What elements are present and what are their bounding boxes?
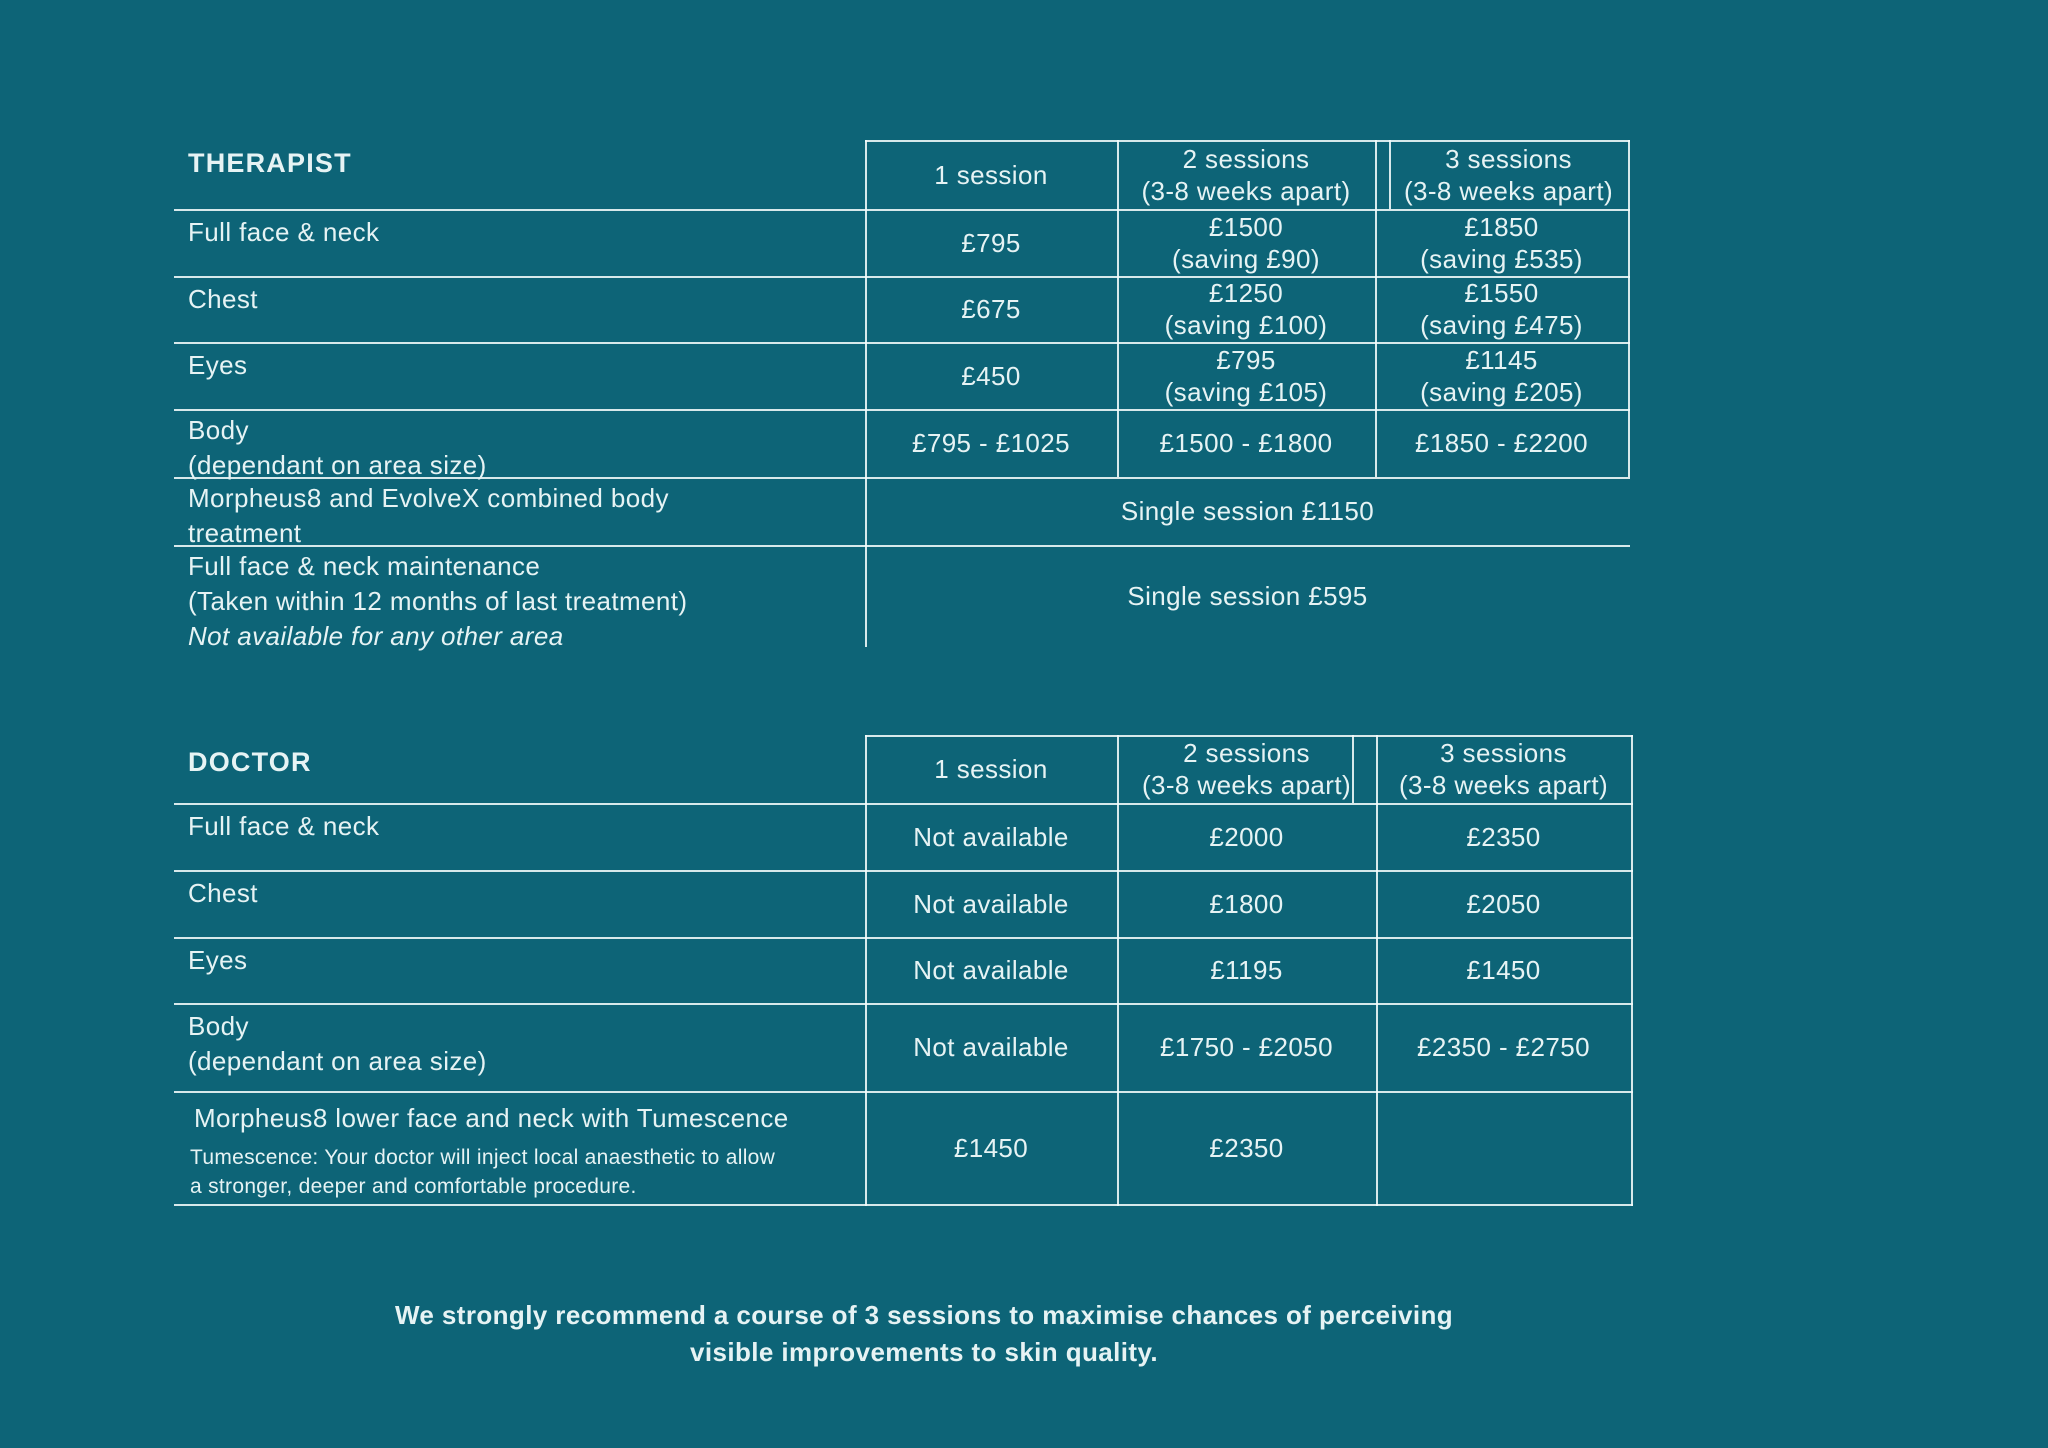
grid-line — [174, 1204, 1633, 1206]
grid-line — [1631, 735, 1633, 1206]
price-cell: £2350 - £2750 — [1417, 1032, 1590, 1062]
row-label: Eyes — [188, 350, 248, 380]
price-cell: £795 (saving £105) — [1164, 344, 1328, 407]
price-cell: £1195 — [1210, 955, 1283, 985]
row-label: Eyes — [188, 945, 248, 975]
price-cell: £2050 — [1466, 888, 1541, 919]
column-header-2-sessions: 2 sessions (3-8 weeks apart) — [1141, 143, 1351, 206]
price-cell: £1850 - £2200 — [1415, 428, 1588, 458]
price-cell: £2350 — [1209, 1132, 1284, 1163]
price-cell: Not available — [913, 1032, 1069, 1062]
column-header-3-sessions: 3 sessions (3-8 weeks apart) — [1398, 738, 1609, 800]
row-label: Chest — [188, 284, 258, 314]
therapist-section-title: THERAPIST — [188, 148, 352, 178]
doctor-table — [174, 735, 1633, 1206]
row-label: Full face & neck — [188, 811, 380, 841]
row-label: Body (dependant on area size) — [188, 415, 487, 480]
row-label: Chest — [188, 878, 258, 908]
price-cell: £1850 (saving £535) — [1420, 211, 1583, 274]
price-cell: Not available — [913, 821, 1069, 852]
price-cell: £795 — [961, 227, 1021, 258]
column-header-1-session: 1 session — [934, 754, 1048, 784]
therapist-table — [174, 140, 1630, 651]
column-header-1-session: 1 session — [934, 159, 1048, 190]
column-header-3-sessions: 3 sessions (3-8 weeks apart) — [1403, 143, 1614, 206]
price-cell: £1450 — [1466, 955, 1541, 985]
grid-line — [1628, 140, 1630, 477]
row-label: Body (dependant on area size) — [188, 1011, 487, 1076]
price-cell: £675 — [961, 294, 1021, 324]
row-label: Morpheus8 lower face and neck with Tumescence Tumescence: Your doctor will inject local anaesthetic to allow a stronger, deeper and comfortable procedure. — [194, 1101, 789, 1201]
price-cell: £1550 (saving £475) — [1420, 278, 1583, 340]
price-cell: £1750 - £2050 — [1160, 1032, 1333, 1062]
span-price-cell: Single session £1150 — [1120, 496, 1375, 526]
price-cell: £1145 (saving £205) — [1420, 344, 1583, 407]
price-cell — [1376, 1091, 1631, 1204]
row-label: Morpheus8 and EvolveX combined body treatment — [188, 483, 669, 548]
row-label: Full face & neck maintenance (Taken within 12 months of last treatment) Not available for any other area — [188, 551, 688, 651]
tumescence-description: Tumescence: Your doctor will inject local anaesthetic to allow a stronger, deeper and comfortable procedure. — [190, 1146, 776, 1198]
doctor-section-title: DOCTOR — [188, 747, 312, 777]
price-cell: £1250 (saving £100) — [1164, 278, 1328, 340]
price-cell: £450 — [961, 360, 1021, 391]
price-cell: Not available — [913, 888, 1069, 919]
price-cell: £795 - £1025 — [911, 428, 1071, 458]
price-cell: £1800 — [1209, 888, 1284, 919]
recommendation-note: We strongly recommend a course of 3 sessions to maximise chances of perceiving visible improvements to skin quality. — [394, 1300, 1454, 1367]
price-cell: £1450 — [953, 1132, 1029, 1163]
price-cell: Not available — [913, 955, 1069, 985]
price-cell: £2000 — [1209, 821, 1284, 852]
row-label: Full face & neck — [188, 217, 380, 247]
price-cell: £2350 — [1466, 821, 1541, 852]
column-header-2-sessions: 2 sessions (3-8 weeks apart) — [1141, 738, 1352, 800]
span-price-cell: Single session £595 — [1127, 581, 1368, 611]
price-cell: £1500 - £1800 — [1159, 428, 1333, 458]
price-cell: £1500 (saving £90) — [1172, 211, 1320, 274]
